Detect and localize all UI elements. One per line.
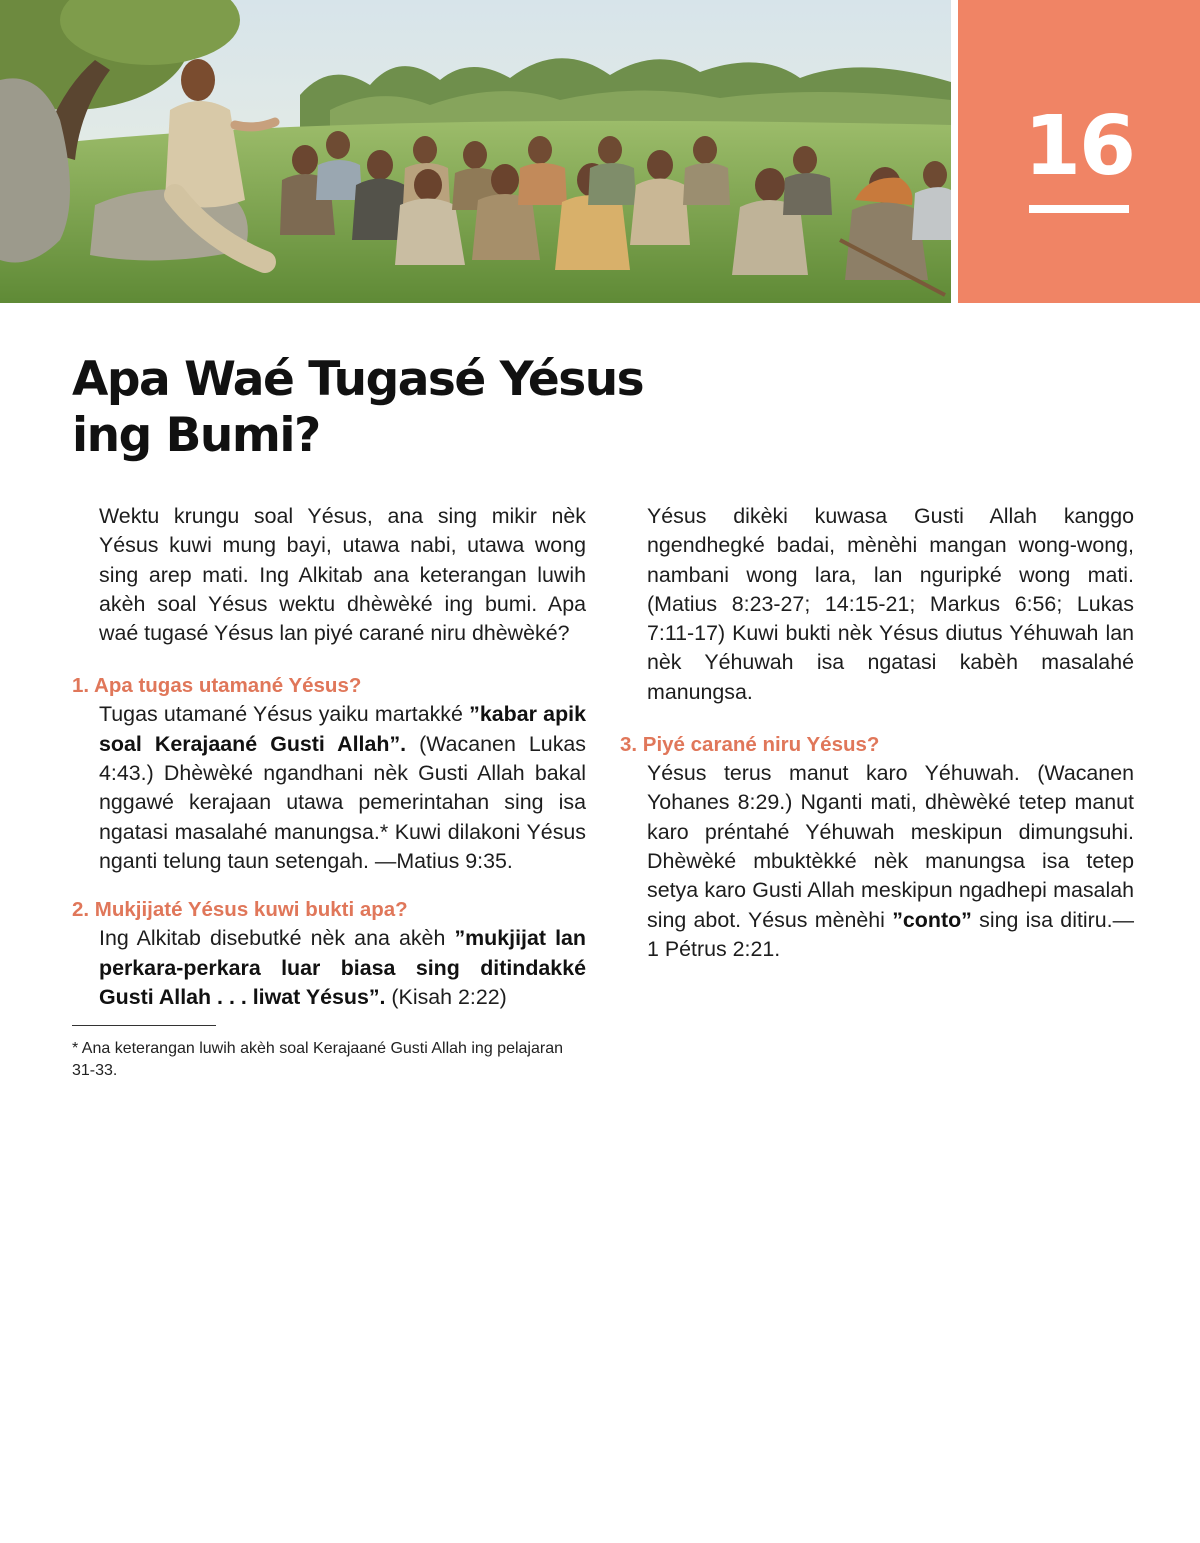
section-1-text-a: Tugas utamané Yésus yaiku martakké: [99, 702, 470, 727]
hero-illustration-svg: [0, 0, 951, 303]
section-3-text-b: sing isa ditiru.—1 Pétrus 2:21.: [647, 907, 1134, 961]
intro-paragraph: Wektu krungu soal Yésus, ana sing mikir nèk Yésus kuwi mung bayi, utawa nabi, utawa wong sing arep mati. Ing Alkitab ana keterangan luwih akèh soal Yésus wektu dhèwèké ing bumi. Apa waé tugasé Yésus lan piyé carané niru dhèwèké?: [99, 504, 586, 646]
section-3-paragraph: [620, 759, 1134, 964]
footnote-divider: [72, 1025, 216, 1026]
section-2-bold: ”mukjijat lan perkara-perkara luar biasa sing ditindakké Gusti Allah . . . liwat Yésus”.: [99, 926, 586, 1009]
left-column: [72, 502, 586, 1082]
lesson-number-box: [958, 0, 1200, 303]
section-1-paragraph: [72, 700, 586, 876]
section-3-bold: ”conto”: [892, 907, 972, 932]
section-1-heading: 1. Apa tugas utamané Yésus?: [72, 674, 362, 698]
footnote: * Ana keterangan luwih akèh soal Kerajaané Gusti Allah ing pelajaran 31-33.: [72, 1040, 563, 1080]
section-1-text-b: (Wacanen Lukas 4:43.) Dhèwèké ngandhani nèk Gusti Allah bakal nggawé kerajaan utawa pemerintahan sing isa ngatasi masalahé manungsa.* Kuwi dilakoni Yésus nganti telung taun setengah. —Matius 9:35.: [99, 731, 586, 873]
section-2-continued-paragraph: Yésus dikèki kuwasa Gusti Allah kanggo ngendhegké badai, mènèhi mangan wong-wong, nambani wong lara, lan nguripké wong mati. (Matius 8:23-27; 14:15-21; Markus 6:56; Lukas 7:11-17) Kuwi bukti nèk Yésus diutus Yéhuwah lan nèk Yéhuwah isa ngatasi kabèh masalahé manungsa.: [647, 504, 1134, 704]
page-title: [72, 352, 772, 464]
hero-illustration: [0, 0, 951, 303]
section-1-bold: ”kabar apik soal Kerajaané Gusti Allah”.: [99, 702, 586, 756]
lesson-number: 16: [1023, 99, 1135, 194]
lesson-number-underline: [1029, 205, 1129, 213]
section-3-text-a: Yésus terus manut karo Yéhuwah. (Wacanen Yohanes 8:29.) Nganti mati, dhèwèké tetep manut karo préntahé Yéhuwah meskipun dimungsuhi. Dhèwèké mbuktèkké nèk manungsa isa tetep setya karo Gusti Allah meskipun ngadhepi masalah sing abot. Yésus mènèhi: [647, 761, 1134, 932]
page-title-line-2: ing Bumi?: [72, 408, 320, 463]
section-2-heading: 2. Mukjijaté Yésus kuwi bukti apa?: [72, 898, 408, 922]
page-title-line-1: Apa Waé Tugasé Yésus: [72, 352, 644, 407]
section-2-text-a: Ing Alkitab disebutké nèk ana akèh: [99, 926, 455, 951]
section-3-heading: 3. Piyé carané niru Yésus?: [620, 733, 880, 757]
section-2-text-b: (Kisah 2:22): [385, 984, 507, 1009]
right-column: [620, 502, 1134, 964]
section-2-paragraph: [72, 924, 586, 1012]
